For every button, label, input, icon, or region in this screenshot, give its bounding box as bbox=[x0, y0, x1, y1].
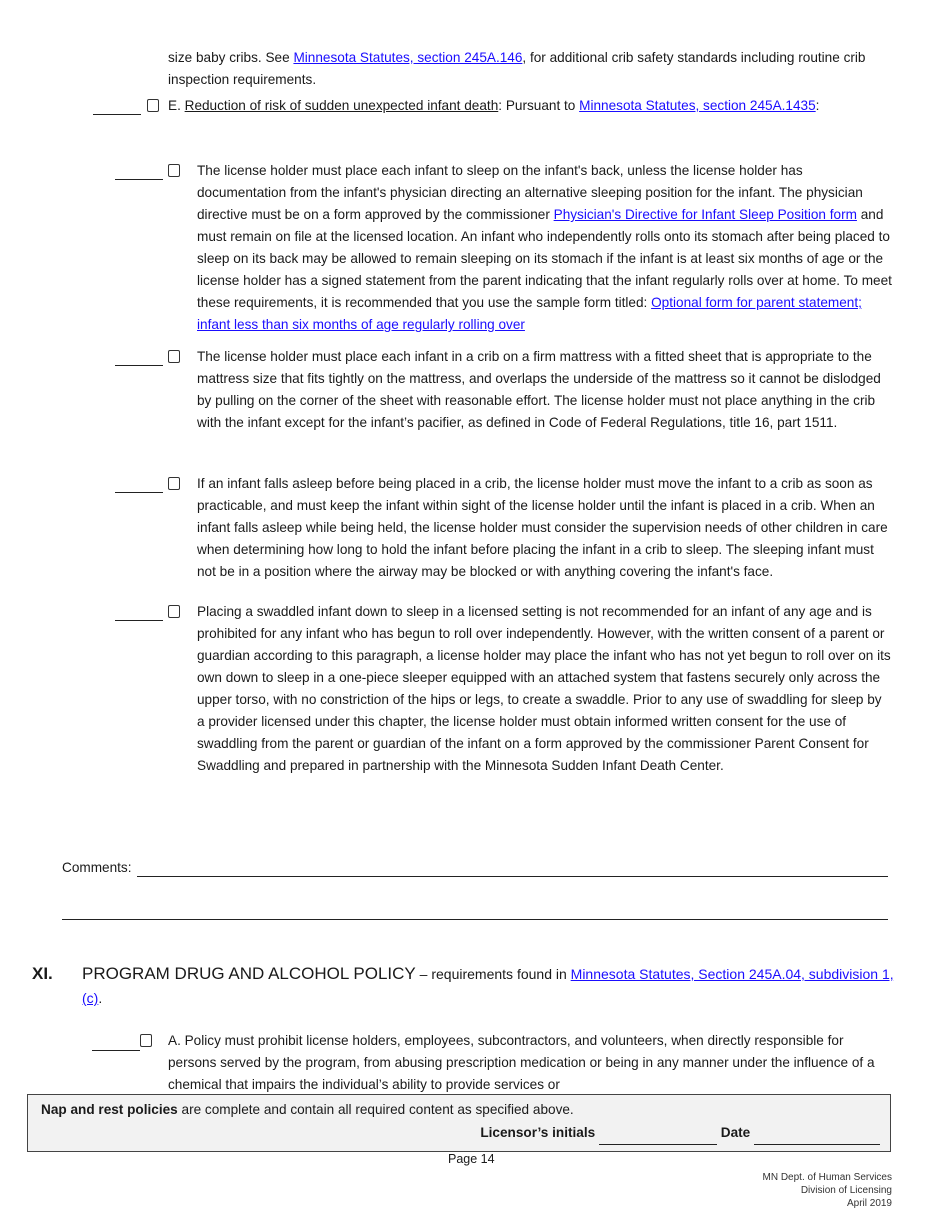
summary-box bbox=[27, 1094, 891, 1152]
footer-date: April 2019 bbox=[846, 1198, 892, 1209]
item-text: Placing a swaddled infant down to sleep in a licensed setting is not recommended for an infant of any age and is prohibited for any infant who has begun to roll over independently. However, with the written consent of a parent or guardian according to this paragraph, a license holder may place the infant who has not yet begun to roll over on its own down to sleep in a one-piece sleeper equipped with an attached system that fastens securely only across the upper torso, with no constriction of the hips or legs, to create a swaddle. Prior to any use of swaddling for sleep by a provider licensed under this chapter, the license holder must obtain informed written consent for the use of swaddling from the parent or guardian of the infant on a form approved by the commissioner Parent Consent for Swaddling and prepared in partnership with the Minnesota Sudden Infant Death Center. bbox=[197, 604, 891, 773]
initials-blank-4[interactable] bbox=[115, 620, 163, 621]
physician-directive-link[interactable]: Physician's Directive for Infant Sleep Position form bbox=[553, 207, 857, 222]
item-drug-policy bbox=[168, 1030, 893, 1096]
intro-text: size baby cribs. See bbox=[168, 50, 294, 65]
checkbox-2[interactable] bbox=[168, 350, 180, 363]
date-field[interactable] bbox=[754, 1122, 880, 1145]
initials-field[interactable] bbox=[599, 1122, 717, 1145]
item-text: The license holder must place each infant in a crib on a firm mattress with a fitted sheet that is appropriate to the mattress size that fits tightly on the mattress, and overlaps the underside of the mattress so it cannot be dislodged by pulling on the corner of the sheet with reasonable effort. The license holder must not place anything in the crib with the infant except for the infant’s pacifier, as defined in Code of Federal Regulations, title 16, part 1511. bbox=[197, 349, 881, 430]
date-label: Date bbox=[720, 1125, 751, 1140]
item-text: The license holder must place each infant to sleep on the infant's back, unless the license holder has documentation from the infant's physician directing an alternative sleeping position for the infant. The physician directive must be on a form approved by the commissioner bbox=[197, 163, 863, 222]
summary-statement bbox=[41, 1099, 574, 1121]
statute-245a146-link[interactable]: Minnesota Statutes, section 245A.146 bbox=[293, 50, 523, 65]
item-crib-mattress bbox=[197, 346, 892, 434]
comments-label: Comments: bbox=[62, 860, 132, 875]
section-end: . bbox=[98, 990, 103, 1006]
comments-line[interactable] bbox=[137, 876, 888, 877]
initials-blank-a[interactable] bbox=[92, 1050, 140, 1051]
summary-bold: Nap and rest policies bbox=[41, 1102, 178, 1117]
section-text: – requirements found in bbox=[415, 966, 571, 982]
checkbox-e[interactable] bbox=[147, 99, 159, 112]
initials-blank-3[interactable] bbox=[115, 492, 163, 493]
section-e-label: E. bbox=[168, 98, 185, 113]
item-text: A. Policy must prohibit license holders, employees, subcontractors, and volunteers, when directly responsible for persons served by the program, from abusing prescription medication or being in any manner under the influence of a chemical that impairs the individual’s ability to provide services or bbox=[168, 1033, 875, 1092]
intro-paragraph bbox=[168, 47, 893, 91]
checkbox-a[interactable] bbox=[140, 1034, 152, 1047]
section-e-end: : bbox=[815, 98, 820, 113]
page-number: Page 14 bbox=[448, 1152, 495, 1166]
initials-blank-2[interactable] bbox=[115, 365, 163, 366]
item-text: If an infant falls asleep before being placed in a crib, the license holder must move the infant to a crib as soon as practicable, and must keep the infant within sight of the license holder until the infant is placed in a crib. When an infant falls asleep while being held, the license holder must consider the supervision needs of other children in care when determining how long to hold the infant before placing the infant in a crib to sleep. The sleeping infant must not be in a position where the airway may be blocked or with anything covering the infant's face. bbox=[197, 476, 888, 579]
licensor-signoff bbox=[480, 1122, 880, 1145]
checkbox-1[interactable] bbox=[168, 164, 180, 177]
statute-245a04-link[interactable]: Minnesota Statutes, Section 245A.04, subdivision 1, (c) bbox=[82, 966, 894, 1006]
summary-text: are complete and contain all required content as specified above. bbox=[177, 1102, 574, 1117]
footer-org bbox=[763, 1171, 893, 1210]
section-number: XI. bbox=[32, 964, 53, 983]
initials-blank-1[interactable] bbox=[115, 179, 163, 180]
item-infant-back-sleep bbox=[197, 160, 892, 336]
initials-label: Licensor’s initials bbox=[480, 1125, 596, 1140]
section-e-heading bbox=[168, 95, 858, 117]
item-swaddling bbox=[197, 601, 892, 777]
footer-dept: MN Dept. of Human Services bbox=[762, 1172, 892, 1183]
statute-245a1435-link[interactable]: Minnesota Statutes, section 245A.1435 bbox=[579, 98, 816, 113]
optional-parent-statement-link[interactable]: Optional form for parent statement; infant less than six months of age regularly rolling over bbox=[197, 295, 862, 332]
footer-division: Division of Licensing bbox=[800, 1185, 892, 1196]
section-e-text: : Pursuant to bbox=[498, 98, 580, 113]
initials-blank-e[interactable] bbox=[93, 114, 141, 115]
item-text-2: and must remain on file at the licensed location. An infant who independently rolls onto its stomach after being placed to sleep on its back may be allowed to remain sleeping on its stomach if the infant is at least six months of age or the license holder has a signed statement from the parent indicating that the infant regularly rolls over at home. To meet these requirements, it is recommended that you use the sample form titled: bbox=[197, 207, 892, 310]
comments-line-2[interactable] bbox=[62, 919, 888, 920]
section-title: PROGRAM DRUG AND ALCOHOL POLICY bbox=[82, 964, 416, 983]
item-falls-asleep bbox=[197, 473, 892, 583]
checkbox-4[interactable] bbox=[168, 605, 180, 618]
section-e-title: Reduction of risk of sudden unexpected infant death bbox=[184, 98, 499, 113]
intro-text-2: , for additional crib safety standards including routine crib inspection requirements. bbox=[168, 50, 866, 87]
checkbox-3[interactable] bbox=[168, 477, 180, 490]
